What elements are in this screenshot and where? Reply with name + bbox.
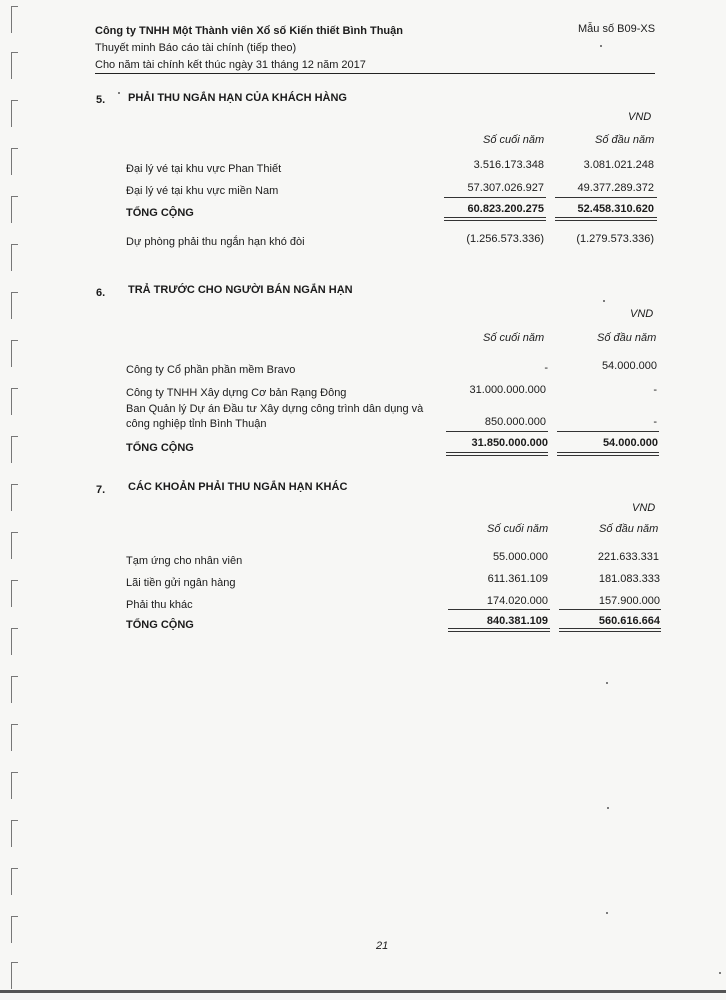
- row-label-line2: công nghiệp tỉnh Bình Thuận: [126, 418, 267, 430]
- row-value-begin: 54.000.000: [601, 360, 657, 372]
- column-header-year-begin: Số đầu năm: [595, 134, 655, 146]
- binder-mark: [11, 6, 18, 33]
- total-value-end: 60.823.200.275: [467, 203, 544, 215]
- row-value-end: 3.516.173.348: [473, 159, 544, 171]
- column-header-year-begin: Số đầu năm: [599, 523, 659, 535]
- total-double-rule: [557, 452, 659, 456]
- row-value-begin: -: [653, 384, 657, 396]
- scan-speck: [600, 45, 602, 47]
- row-value-end: 57.307.026.927: [467, 182, 544, 194]
- binder-mark: [11, 628, 18, 655]
- row-label: Đại lý vé tại khu vực Phan Thiết: [126, 163, 282, 175]
- subtotal-rule: [555, 197, 657, 198]
- row-label: Công ty TNHH Xây dựng Cơ bản Rạng Đông: [126, 387, 347, 399]
- provision-value-begin: (1.279.573.336): [576, 233, 654, 245]
- row-value-end: 55.000.000: [492, 551, 548, 563]
- row-label: Lãi tiền gửi ngân hàng: [126, 577, 236, 589]
- total-value-end: 840.381.109: [486, 615, 548, 627]
- company-name: Công ty TNHH Một Thành viên Xổ số Kiến thiết Bình Thuận: [95, 25, 403, 37]
- binder-mark: [11, 436, 18, 463]
- total-double-rule: [559, 628, 661, 632]
- binder-mark: [11, 196, 18, 223]
- binder-mark: [11, 100, 18, 127]
- total-double-rule: [448, 628, 550, 632]
- header-divider: [95, 73, 655, 74]
- binder-mark: [11, 484, 18, 511]
- total-double-rule: [444, 217, 546, 221]
- currency-label: VND: [630, 308, 654, 320]
- row-label: Phải thu khác: [126, 599, 193, 611]
- scan-speck: [606, 912, 608, 914]
- binder-mark: [11, 580, 18, 607]
- row-label: Đại lý vé tại khu vực miền Nam: [126, 185, 279, 197]
- binder-mark: [11, 340, 18, 367]
- total-label: TỔNG CỘNG: [126, 442, 194, 454]
- row-value-begin: 3.081.021.248: [583, 159, 654, 171]
- binder-mark: [11, 388, 18, 415]
- provision-label: Dự phòng phải thu ngắn hạn khó đòi: [126, 236, 305, 248]
- scan-speck: [719, 972, 721, 974]
- total-label: TỔNG CỘNG: [126, 619, 194, 631]
- subtotal-rule: [446, 431, 548, 432]
- row-value-begin: 181.083.333: [598, 573, 660, 585]
- total-value-end: 31.850.000.000: [471, 437, 548, 449]
- form-code: Mẫu số B09-XS: [578, 23, 656, 35]
- total-double-rule: [446, 452, 548, 456]
- total-value-begin: 52.458.310.620: [577, 203, 654, 215]
- scan-speck: [603, 300, 605, 302]
- binder-mark: [11, 772, 18, 799]
- binder-mark: [11, 962, 18, 989]
- row-value-end: 850.000.000: [484, 416, 546, 428]
- section-number: 7.: [96, 484, 106, 496]
- subtotal-rule: [444, 197, 546, 198]
- column-header-year-end: Số cuối năm: [483, 134, 545, 146]
- report-period: Cho năm tài chính kết thúc ngày 31 tháng 12 năm 2017: [95, 59, 366, 71]
- column-header-year-end: Số cuối năm: [487, 523, 549, 535]
- subtotal-rule: [448, 609, 550, 610]
- section-title: PHẢI THU NGẮN HẠN CỦA KHÁCH HÀNG: [128, 92, 347, 104]
- scan-speck: [606, 682, 608, 684]
- scan-speck: [607, 807, 609, 809]
- binder-mark: [11, 676, 18, 703]
- report-subtitle: Thuyết minh Báo cáo tài chính (tiếp theo): [95, 42, 297, 54]
- binder-mark: [11, 292, 18, 319]
- total-value-begin: 560.616.664: [598, 615, 660, 627]
- row-value-end: 31.000.000.000: [469, 384, 546, 396]
- binder-mark: [11, 532, 18, 559]
- currency-label: VND: [632, 502, 656, 514]
- column-header-year-end: Số cuối năm: [483, 332, 545, 344]
- total-label: TỔNG CỘNG: [126, 207, 194, 219]
- column-header-year-begin: Số đầu năm: [597, 332, 657, 344]
- binder-mark: [11, 724, 18, 751]
- binder-mark: [11, 148, 18, 175]
- subtotal-rule: [557, 431, 659, 432]
- total-value-begin: 54.000.000: [602, 437, 658, 449]
- binder-mark: [11, 820, 18, 847]
- currency-label: VND: [628, 111, 652, 123]
- subtotal-rule: [559, 609, 661, 610]
- scan-edge: [0, 990, 726, 993]
- provision-value-end: (1.256.573.336): [466, 233, 544, 245]
- row-value-end: -: [544, 362, 548, 374]
- section-number: 5.: [96, 94, 106, 106]
- row-label-line1: Ban Quản lý Dự án Đầu tư Xây dựng công trình dân dụng và: [126, 403, 424, 415]
- page-number: 21: [376, 940, 389, 952]
- row-value-begin: 221.633.331: [597, 551, 659, 563]
- row-value-begin: 49.377.289.372: [577, 182, 654, 194]
- total-double-rule: [555, 217, 657, 221]
- binder-mark: [11, 868, 18, 895]
- section-title: CÁC KHOẢN PHẢI THU NGẮN HẠN KHÁC: [128, 481, 348, 493]
- binder-mark: [11, 52, 18, 79]
- scan-speck: [118, 92, 120, 94]
- row-label: Công ty Cổ phần phần mềm Bravo: [126, 364, 296, 376]
- row-value-begin: 157.900.000: [598, 595, 660, 607]
- row-value-end: 611.361.109: [487, 573, 548, 585]
- row-label: Tạm ứng cho nhân viên: [126, 555, 243, 567]
- section-title: TRẢ TRƯỚC CHO NGƯỜI BÁN NGẮN HẠN: [128, 284, 353, 296]
- binder-mark: [11, 916, 18, 943]
- row-value-begin: -: [653, 416, 657, 428]
- binder-mark: [11, 244, 18, 271]
- row-value-end: 174.020.000: [486, 595, 548, 607]
- section-number: 6.: [96, 287, 106, 299]
